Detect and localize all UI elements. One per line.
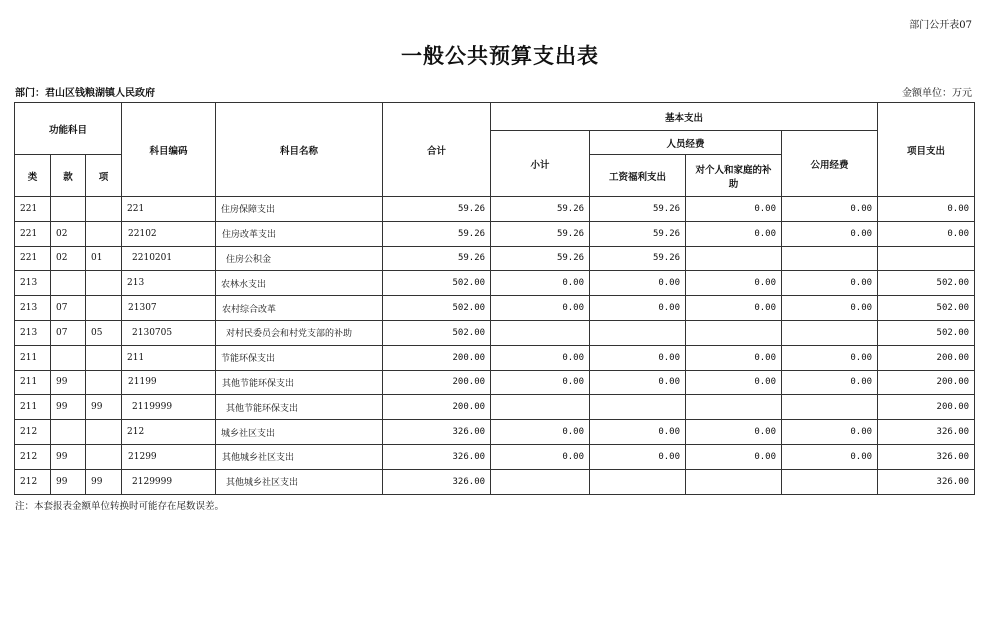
cell-total: 200.00 xyxy=(383,345,491,370)
cell-subtotal: 59.26 xyxy=(491,246,590,271)
cell-family xyxy=(686,469,782,494)
table-row xyxy=(15,370,975,395)
cell-total: 502.00 xyxy=(383,320,491,345)
cell-kuan: 99 xyxy=(51,370,86,395)
cell-kuan: 07 xyxy=(51,320,86,345)
cell-project: 326.00 xyxy=(878,444,975,469)
cell-project: 200.00 xyxy=(878,370,975,395)
cell-project: 0.00 xyxy=(878,197,975,222)
cell-subtotal xyxy=(491,469,590,494)
header-name: 科目名称 xyxy=(216,103,383,197)
cell-code: 22102 xyxy=(122,221,216,246)
cell-salary: 59.26 xyxy=(590,221,686,246)
cell-total: 326.00 xyxy=(383,444,491,469)
cell-family xyxy=(686,395,782,420)
cell-public: 0.00 xyxy=(782,420,878,445)
cell-name: 住房保障支出 xyxy=(216,197,383,222)
header-subtotal: 小计 xyxy=(491,131,590,197)
cell-lei: 221 xyxy=(15,197,51,222)
cell-family xyxy=(686,246,782,271)
cell-lei: 211 xyxy=(15,345,51,370)
report-ref-label: 部门公开表07 xyxy=(909,20,972,31)
cell-salary: 0.00 xyxy=(590,444,686,469)
cell-project: 502.00 xyxy=(878,271,975,296)
cell-family: 0.00 xyxy=(686,197,782,222)
cell-kuan: 02 xyxy=(51,221,86,246)
cell-xiang xyxy=(86,197,122,222)
cell-code: 21307 xyxy=(122,296,216,321)
table-row xyxy=(15,296,975,321)
cell-name: 住房改革支出 xyxy=(216,221,383,246)
cell-public: 0.00 xyxy=(782,221,878,246)
cell-subtotal: 0.00 xyxy=(491,271,590,296)
cell-total: 326.00 xyxy=(383,420,491,445)
header-xiang: 项 xyxy=(86,155,122,197)
cell-subtotal: 0.00 xyxy=(491,444,590,469)
header-basic: 基本支出 xyxy=(491,103,878,131)
cell-kuan: 02 xyxy=(51,246,86,271)
table-header xyxy=(15,103,975,197)
table-body xyxy=(15,197,975,495)
cell-project: 502.00 xyxy=(878,296,975,321)
cell-xiang: 05 xyxy=(86,320,122,345)
cell-kuan xyxy=(51,197,86,222)
cell-subtotal: 59.26 xyxy=(491,197,590,222)
cell-kuan xyxy=(51,345,86,370)
cell-public xyxy=(782,320,878,345)
table-row xyxy=(15,444,975,469)
cell-salary xyxy=(590,320,686,345)
cell-salary: 59.26 xyxy=(590,197,686,222)
cell-public: 0.00 xyxy=(782,370,878,395)
cell-project: 200.00 xyxy=(878,345,975,370)
cell-lei: 211 xyxy=(15,395,51,420)
cell-subtotal: 0.00 xyxy=(491,345,590,370)
table-row xyxy=(15,246,975,271)
cell-total: 200.00 xyxy=(383,370,491,395)
header-total: 合计 xyxy=(383,103,491,197)
table-row xyxy=(15,345,975,370)
cell-xiang: 99 xyxy=(86,469,122,494)
cell-lei: 213 xyxy=(15,320,51,345)
page-title: 一般公共预算支出表 xyxy=(401,44,599,68)
cell-project: 326.00 xyxy=(878,420,975,445)
cell-salary xyxy=(590,395,686,420)
cell-code: 2119999 xyxy=(122,395,216,420)
cell-name: 其他节能环保支出 xyxy=(216,370,383,395)
cell-name: 其他节能环保支出 xyxy=(216,395,383,420)
table-row xyxy=(15,395,975,420)
header-project: 项目支出 xyxy=(878,103,975,197)
cell-total: 59.26 xyxy=(383,197,491,222)
cell-lei: 221 xyxy=(15,246,51,271)
cell-family: 0.00 xyxy=(686,345,782,370)
cell-lei: 221 xyxy=(15,221,51,246)
cell-name: 农林水支出 xyxy=(216,271,383,296)
cell-code: 211 xyxy=(122,345,216,370)
cell-name: 节能环保支出 xyxy=(216,345,383,370)
cell-salary: 0.00 xyxy=(590,271,686,296)
cell-public: 0.00 xyxy=(782,296,878,321)
cell-code: 221 xyxy=(122,197,216,222)
cell-salary: 0.00 xyxy=(590,420,686,445)
header-personnel: 人员经费 xyxy=(590,131,782,155)
cell-kuan: 99 xyxy=(51,444,86,469)
cell-public: 0.00 xyxy=(782,271,878,296)
table-row xyxy=(15,221,975,246)
cell-kuan: 99 xyxy=(51,395,86,420)
cell-kuan: 07 xyxy=(51,296,86,321)
cell-lei: 212 xyxy=(15,469,51,494)
cell-code: 2129999 xyxy=(122,469,216,494)
cell-xiang xyxy=(86,420,122,445)
cell-total: 502.00 xyxy=(383,271,491,296)
cell-subtotal: 0.00 xyxy=(491,296,590,321)
cell-kuan xyxy=(51,420,86,445)
cell-public: 0.00 xyxy=(782,197,878,222)
cell-code: 212 xyxy=(122,420,216,445)
cell-xiang xyxy=(86,370,122,395)
department-label: 部门：君山区钱粮湖镇人民政府 xyxy=(15,88,155,99)
cell-total: 59.26 xyxy=(383,246,491,271)
cell-project: 0.00 xyxy=(878,221,975,246)
cell-subtotal: 59.26 xyxy=(491,221,590,246)
cell-xiang xyxy=(86,221,122,246)
cell-total: 502.00 xyxy=(383,296,491,321)
header-func: 功能科目 xyxy=(15,103,122,155)
cell-name: 农村综合改革 xyxy=(216,296,383,321)
cell-project: 326.00 xyxy=(878,469,975,494)
cell-family: 0.00 xyxy=(686,420,782,445)
cell-salary xyxy=(590,469,686,494)
cell-family: 0.00 xyxy=(686,221,782,246)
cell-xiang xyxy=(86,444,122,469)
header-family: 对个人和家庭的补助 xyxy=(686,155,782,197)
cell-xiang xyxy=(86,271,122,296)
cell-family: 0.00 xyxy=(686,271,782,296)
cell-code: 213 xyxy=(122,271,216,296)
cell-code: 21199 xyxy=(122,370,216,395)
cell-salary: 0.00 xyxy=(590,345,686,370)
header-code: 科目编码 xyxy=(122,103,216,197)
cell-lei: 213 xyxy=(15,296,51,321)
cell-project xyxy=(878,246,975,271)
cell-name: 住房公积金 xyxy=(216,246,383,271)
cell-public xyxy=(782,246,878,271)
header-salary: 工资福利支出 xyxy=(590,155,686,197)
cell-name: 城乡社区支出 xyxy=(216,420,383,445)
table-row xyxy=(15,320,975,345)
cell-public xyxy=(782,395,878,420)
cell-name: 其他城乡社区支出 xyxy=(216,469,383,494)
footnote: 注：本套报表金额单位转换时可能存在尾数误差。 xyxy=(15,501,225,512)
cell-project: 200.00 xyxy=(878,395,975,420)
header-public: 公用经费 xyxy=(782,131,878,197)
header-kuan: 款 xyxy=(51,155,86,197)
header-lei: 类 xyxy=(15,155,51,197)
cell-salary: 0.00 xyxy=(590,370,686,395)
cell-kuan xyxy=(51,271,86,296)
table-row xyxy=(15,197,975,222)
cell-project: 502.00 xyxy=(878,320,975,345)
cell-public xyxy=(782,469,878,494)
table-row xyxy=(15,271,975,296)
cell-subtotal xyxy=(491,395,590,420)
cell-family: 0.00 xyxy=(686,296,782,321)
cell-salary: 0.00 xyxy=(590,296,686,321)
cell-xiang: 99 xyxy=(86,395,122,420)
cell-xiang: 01 xyxy=(86,246,122,271)
cell-lei: 212 xyxy=(15,444,51,469)
cell-name: 其他城乡社区支出 xyxy=(216,444,383,469)
cell-public: 0.00 xyxy=(782,345,878,370)
cell-salary: 59.26 xyxy=(590,246,686,271)
cell-family: 0.00 xyxy=(686,444,782,469)
cell-kuan: 99 xyxy=(51,469,86,494)
cell-code: 2130705 xyxy=(122,320,216,345)
table-row xyxy=(15,469,975,494)
cell-lei: 213 xyxy=(15,271,51,296)
cell-total: 200.00 xyxy=(383,395,491,420)
cell-subtotal xyxy=(491,320,590,345)
cell-lei: 212 xyxy=(15,420,51,445)
cell-public: 0.00 xyxy=(782,444,878,469)
cell-lei: 211 xyxy=(15,370,51,395)
cell-family: 0.00 xyxy=(686,370,782,395)
cell-total: 326.00 xyxy=(383,469,491,494)
cell-name: 对村民委员会和村党支部的补助 xyxy=(216,320,383,345)
cell-family xyxy=(686,320,782,345)
table-row xyxy=(15,420,975,445)
expenditure-table xyxy=(14,102,975,495)
cell-code: 21299 xyxy=(122,444,216,469)
unit-label: 金额单位：万元 xyxy=(902,88,972,99)
cell-code: 2210201 xyxy=(122,246,216,271)
cell-subtotal: 0.00 xyxy=(491,370,590,395)
cell-total: 59.26 xyxy=(383,221,491,246)
cell-xiang xyxy=(86,296,122,321)
cell-xiang xyxy=(86,345,122,370)
cell-subtotal: 0.00 xyxy=(491,420,590,445)
